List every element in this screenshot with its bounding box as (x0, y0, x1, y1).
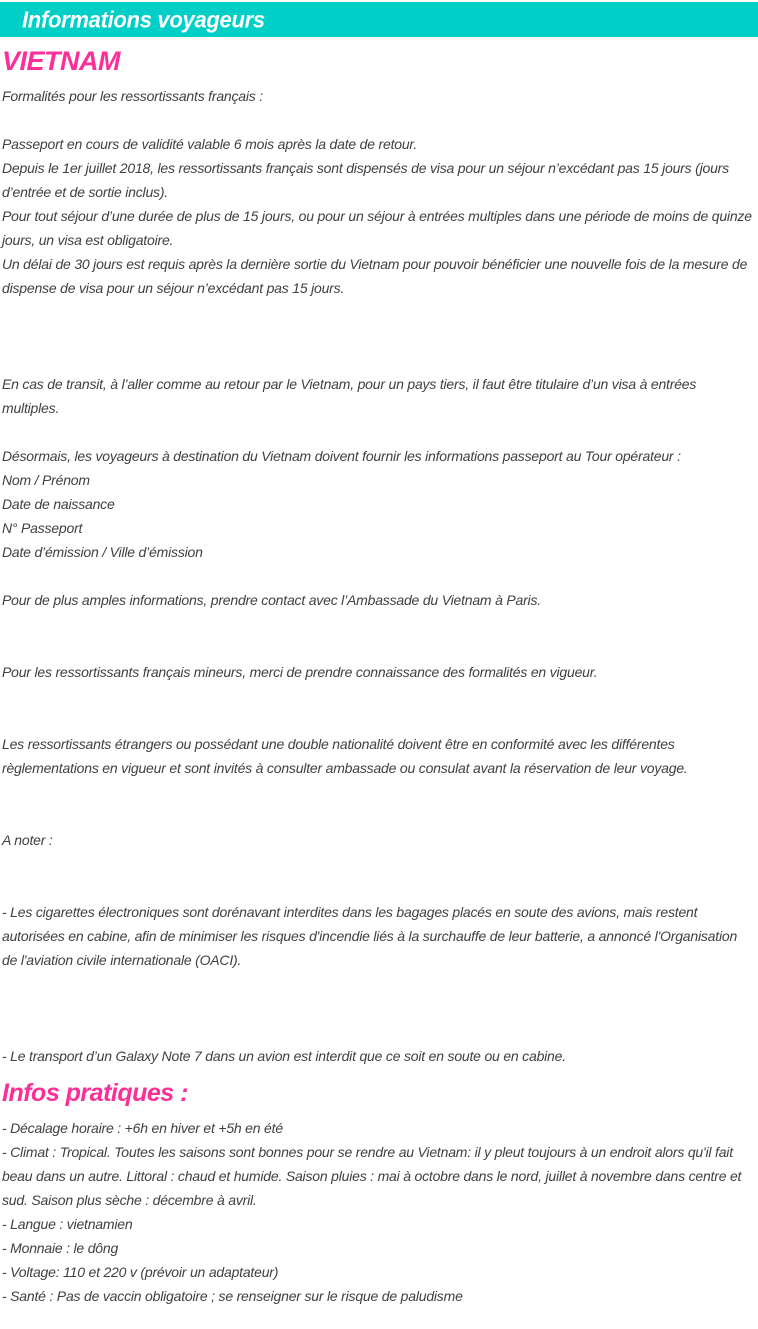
page-header-bar (0, 2, 758, 37)
paragraph: Pour de plus amples informations, prendre contact avec l’Ambassade du Vietnam à Paris. (2, 592, 541, 608)
paragraph: Date d’émission / Ville d’émission (2, 544, 203, 560)
paragraph: Un délai de 30 jours est requis après la dernière sortie du Vietnam pour pouvoir bénéficier une nouvelle fois de la mesure de dispense de visa pour un séjour n’excédant pas 15 jours. (2, 256, 748, 296)
paragraph: - Climat : Tropical. Toutes les saisons sont bonnes pour se rendre au Vietnam: il y pleut toujours à un endroit alors qu'il fait beau dans un autre. Littoral : chaud et humide. Saison pluies : mai à octobre dans le nord, juillet à novembre dans centre et sud. Saison plus sèche : décembre à avril. (2, 1144, 742, 1208)
blank-line (2, 420, 754, 444)
paragraph: - Décalage horaire : +6h en hiver et +5h en été (2, 1120, 283, 1136)
page-header-title: Informations voyageurs (22, 6, 265, 33)
paragraph: N° Passeport (2, 520, 83, 536)
paragraph: - Santé : Pas de vaccin obligatoire ; se renseigner sur le risque de paludisme (2, 1288, 463, 1304)
paragraph: - Le transport d’un Galaxy Note 7 dans un avion est interdit que ce soit en soute ou en cabine. (2, 1048, 566, 1064)
blank-line (2, 852, 754, 876)
paragraph: Formalités pour les ressortissants français : (2, 88, 263, 104)
paragraph: A noter : (2, 832, 53, 848)
blank-line (2, 708, 754, 732)
paragraph: - Monnaie : le dông (2, 1240, 119, 1256)
paragraph: - Voltage: 110 et 220 v (prévoir un adaptateur) (2, 1264, 279, 1280)
blank-line (2, 348, 754, 372)
paragraph: - Langue : vietnamien (2, 1216, 133, 1232)
paragraph: - Les cigarettes électroniques sont dorénavant interdites dans les bagages placés en soute des avions, mais restent autorisées en cabine, afin de minimiser les risques d'incendie liés à la surchauffe de leur batterie, a annoncé l'Organisation de l'aviation civile internationale (OACI). (2, 904, 738, 968)
section-subheading: Infos pratiques : (2, 1079, 188, 1107)
blank-line (2, 612, 754, 636)
country-title: VIETNAM (2, 46, 120, 76)
content-area (0, 84, 758, 1308)
paragraph: Désormais, les voyageurs à destination du Vietnam doivent fournir les informations passeport au Tour opérateur : (2, 448, 681, 464)
paragraph: En cas de transit, à l’aller comme au retour par le Vietnam, pour un pays tiers, il faut être titulaire d’un visa à entrées multiples. (2, 376, 697, 416)
blank-line (2, 564, 754, 588)
blank-line (2, 300, 754, 324)
paragraph: Nom / Prénom (2, 472, 90, 488)
blank-line (2, 636, 754, 660)
paragraph: Date de naissance (2, 496, 115, 512)
blank-line (2, 1020, 754, 1044)
blank-line (2, 684, 754, 708)
blank-line (2, 996, 754, 1020)
blank-line (2, 972, 754, 996)
paragraph: Pour tout séjour d’une durée de plus de 15 jours, ou pour un séjour à entrées multiples dans une période de moins de quinze jours, un visa est obligatoire. (2, 208, 752, 248)
paragraph: Depuis le 1er juillet 2018, les ressortissants français sont dispensés de visa pour un séjour n’excédant pas 15 jours (jours d’entrée et de sortie inclus). (2, 160, 729, 200)
blank-line (2, 780, 754, 804)
blank-line (2, 804, 754, 828)
paragraph: Pour les ressortissants français mineurs, merci de prendre connaissance des formalités en vigueur. (2, 664, 598, 680)
blank-line (2, 108, 754, 132)
blank-line (2, 324, 754, 348)
paragraph: Les ressortissants étrangers ou possédant une double nationalité doivent être en conformité avec les différentes règlementations en vigueur et sont invités à consulter ambassade ou consulat avant la réservation de leur voyage. (2, 736, 688, 776)
paragraph: Passeport en cours de validité valable 6 mois après la date de retour. (2, 136, 418, 152)
blank-line (2, 876, 754, 900)
